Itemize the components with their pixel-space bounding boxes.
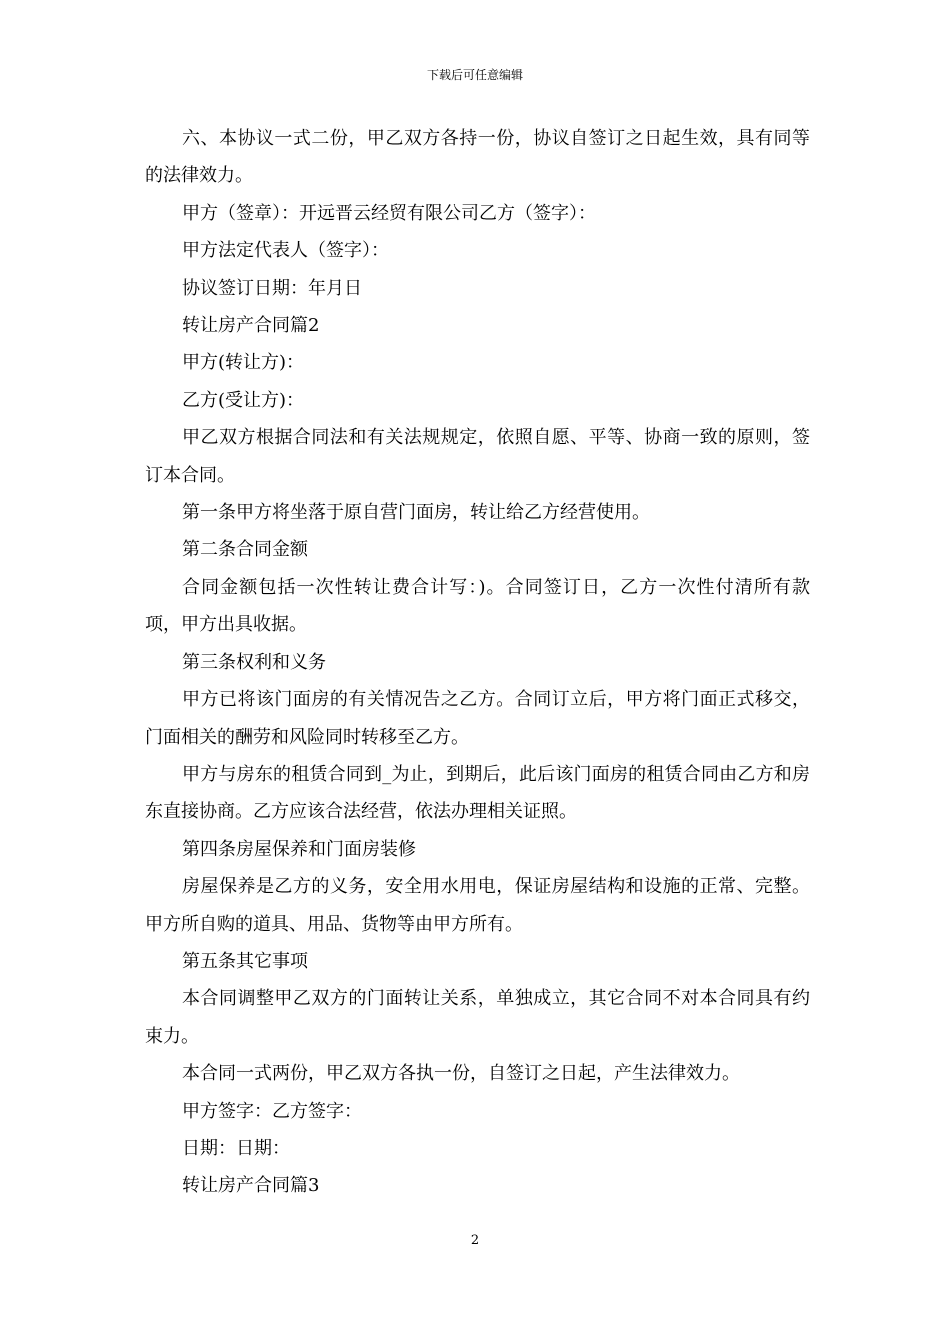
section-heading: 转让房产合同篇3 xyxy=(182,1175,320,1197)
paragraph: 房屋保养是乙方的义务，安全用水用电，保证房屋结构和设施的正常、完整。甲方所自购的道具、用品、货物等由甲方所有。 xyxy=(145,876,810,935)
paragraph: 本合同调整甲乙双方的门面转让关系，单独成立，其它合同不对本合同具有约束力。 xyxy=(145,988,810,1047)
signature-line: 甲方签字：乙方签字： xyxy=(182,1100,362,1122)
article-heading: 第四条房屋保养和门面房装修 xyxy=(182,838,416,860)
page-number: 2 xyxy=(470,1233,480,1248)
paragraph: 协议签订日期：年月日 xyxy=(182,277,362,299)
paragraph: 六、本协议一式二份，甲乙双方各持一份，协议自签订之日起生效，具有同等的法律效力。 xyxy=(145,128,810,187)
paragraph: 甲方已将该门面房的有关情况告之乙方。合同订立后，甲方将门面正式移交，门面相关的酬劳和风险同时转移至乙方。 xyxy=(145,689,810,748)
page-header: 下载后可任意编辑 xyxy=(426,68,523,82)
paragraph: 甲方（签章）：开远晋云经贸有限公司乙方（签字）： xyxy=(182,202,596,224)
paragraph: 第一条甲方将坐落于原自营门面房，转让给乙方经营使用。 xyxy=(182,502,650,524)
article-heading: 第二条合同金额 xyxy=(182,539,308,561)
paragraph: 本合同一式两份，甲乙双方各执一份，自签订之日起，产生法律效力。 xyxy=(182,1063,740,1085)
section-heading: 转让房产合同篇2 xyxy=(182,315,320,337)
paragraph: 甲方(转让方)： xyxy=(182,352,305,374)
paragraph: 合同金额包括一次性转让费合计写：)。合同签订日，乙方一次性付清所有款项，甲方出具收据。 xyxy=(145,576,810,636)
paragraph: 甲方与房东的租赁合同到_为止，到期后，此后该门面房的租赁合同由乙方和房东直接协商。乙方应该合法经营，依法办理相关证照。 xyxy=(145,763,810,823)
paragraph: 乙方(受让方)： xyxy=(182,389,305,411)
paragraph: 甲乙双方根据合同法和有关法规规定，依照自愿、平等、协商一致的原则，签订本合同。 xyxy=(145,427,810,486)
date-line: 日期：日期： xyxy=(182,1137,290,1159)
document-body xyxy=(145,120,810,1205)
article-heading: 第三条权利和义务 xyxy=(182,651,326,673)
article-heading: 第五条其它事项 xyxy=(182,950,308,972)
paragraph: 甲方法定代表人（签字）： xyxy=(182,240,389,262)
